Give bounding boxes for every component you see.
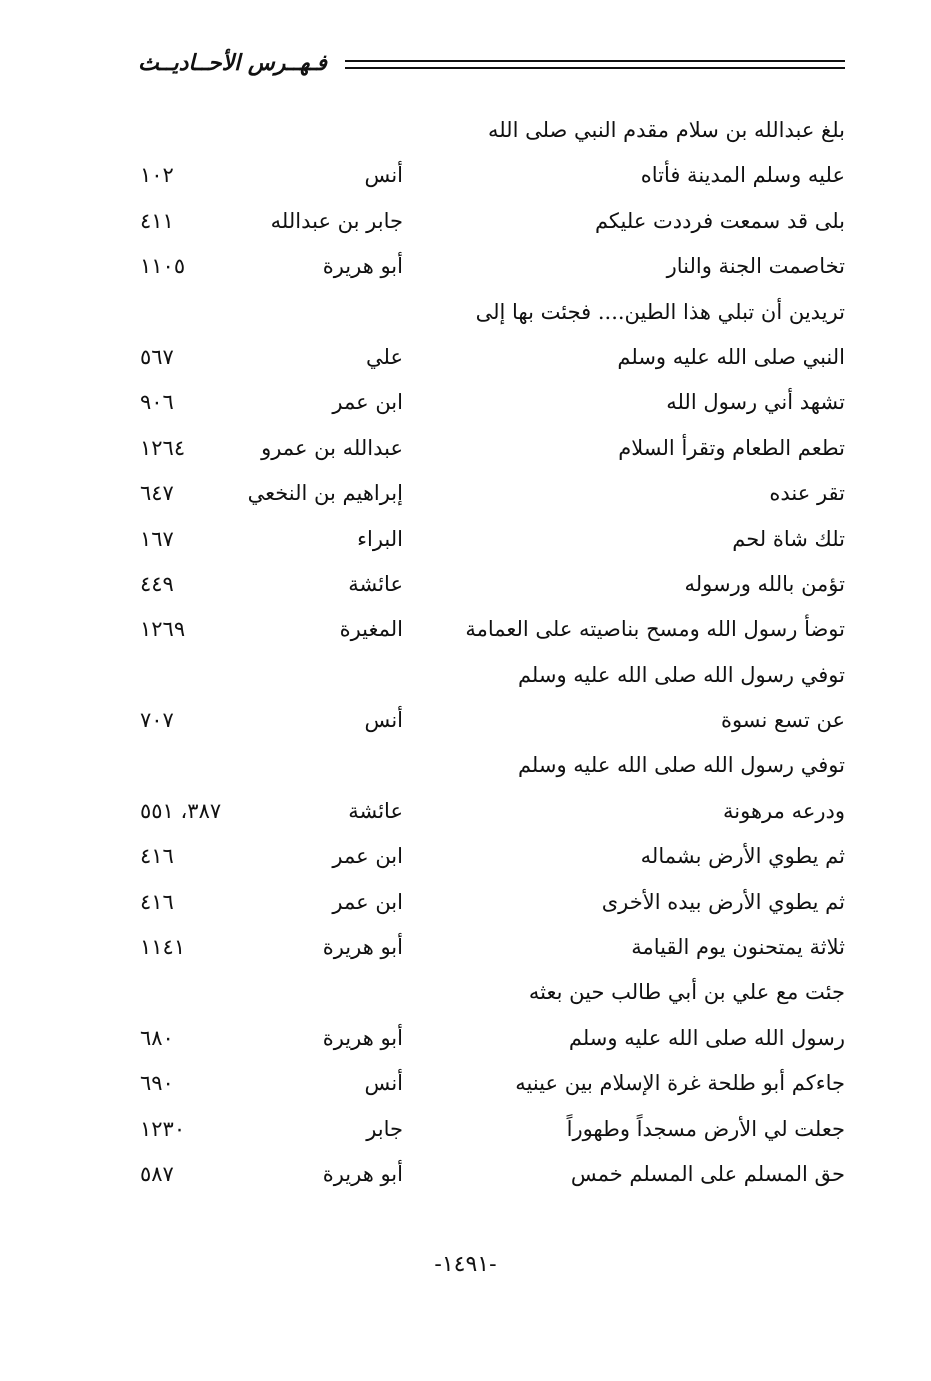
index-row bbox=[0, 1065, 931, 1110]
index-row bbox=[0, 566, 931, 611]
page-reference: ١٦٧ bbox=[140, 526, 174, 551]
header-title: فـهــرس الأحــاديــث bbox=[138, 50, 327, 76]
hadith-text: بلغ عبدالله بن سلام مقدم النبي صلى الله bbox=[487, 118, 845, 142]
header-rule bbox=[345, 67, 845, 69]
index-row bbox=[0, 611, 931, 656]
narrator: إبراهيم بن النخعي bbox=[247, 481, 403, 506]
hadith-text: تؤمن بالله ورسوله bbox=[684, 571, 845, 596]
hadith-text: ثم يطوي الأرض بيده الأخرى bbox=[601, 889, 845, 914]
index-row bbox=[0, 203, 931, 248]
hadith-text: ثم يطوي الأرض بشماله bbox=[640, 844, 845, 869]
index-row bbox=[0, 702, 931, 747]
narrator: عائشة bbox=[348, 798, 403, 823]
narrator: المغيرة bbox=[339, 617, 403, 642]
hadith-text: تخاصمت الجنة والنار bbox=[666, 254, 845, 279]
hadith-text: تريدين أن تبلي هذا الطين.... فجئت بها إلى bbox=[475, 299, 845, 324]
index-row bbox=[0, 384, 931, 429]
hadith-text: النبي صلى الله عليه وسلم bbox=[617, 344, 845, 369]
index-row bbox=[0, 838, 931, 883]
hadith-text: تطعم الطعام وتقرأ السلام bbox=[618, 435, 845, 460]
narrator: البراء bbox=[357, 526, 403, 551]
header-rule bbox=[345, 60, 845, 62]
narrator: أبو هريرة bbox=[322, 254, 403, 279]
narrator: جابر بن عبدالله bbox=[270, 208, 403, 233]
index-row bbox=[0, 294, 931, 339]
page-reference: ١١٤١ bbox=[140, 935, 186, 960]
page-reference: ٥٦٧ bbox=[140, 344, 174, 369]
narrator: ابن عمر bbox=[332, 390, 403, 415]
running-header bbox=[130, 50, 845, 80]
hadith-text: حق المسلم على المسلم خمس bbox=[570, 1161, 845, 1186]
page-reference: ١١٠٥ bbox=[140, 254, 186, 279]
page-reference: ٤٤٩ bbox=[140, 571, 174, 596]
hadith-index-list bbox=[0, 112, 931, 1201]
page-reference: ١٠٢ bbox=[140, 163, 174, 188]
index-row bbox=[0, 430, 931, 475]
page-number: -١٤٩١- bbox=[434, 1252, 497, 1277]
index-row bbox=[0, 248, 931, 293]
narrator: علي bbox=[366, 344, 403, 369]
index-row bbox=[0, 793, 931, 838]
hadith-text: توفي رسول الله صلى الله عليه وسلم bbox=[517, 662, 845, 687]
index-row bbox=[0, 929, 931, 974]
hadith-text: عليه وسلم المدينة فأتاه bbox=[640, 163, 845, 188]
index-row bbox=[0, 974, 931, 1019]
index-row bbox=[0, 1020, 931, 1065]
hadith-text: تقر عنده bbox=[769, 481, 845, 506]
page-reference: ٩٠٦ bbox=[140, 390, 174, 415]
narrator: أبو هريرة bbox=[322, 1161, 403, 1186]
hadith-text: جئت مع علي بن أبي طالب حين بعثه bbox=[528, 980, 845, 1005]
narrator: جابر bbox=[366, 1116, 403, 1141]
hadith-text: رسول الله صلى الله عليه وسلم bbox=[568, 1025, 845, 1050]
narrator: ابن عمر bbox=[332, 889, 403, 914]
hadith-text: تشهد أني رسول الله bbox=[666, 390, 845, 415]
narrator: أبو هريرة bbox=[322, 935, 403, 960]
page-reference: ٣٨٧، ٥٥١ bbox=[140, 798, 222, 823]
page-reference: ٦٨٠ bbox=[140, 1025, 174, 1050]
hadith-text: جعلت لي الأرض مسجداً وطهوراً bbox=[566, 1116, 845, 1141]
narrator: أنس bbox=[364, 163, 403, 188]
index-row bbox=[0, 657, 931, 702]
hadith-text: عن تسع نسوة bbox=[720, 708, 845, 733]
hadith-text: جاءكم أبو طلحة غرة الإسلام بين عينيه bbox=[515, 1071, 845, 1096]
page-reference: ٥٨٧ bbox=[140, 1161, 174, 1186]
narrator: أنس bbox=[364, 1071, 403, 1096]
narrator: عائشة bbox=[348, 571, 403, 596]
narrator: أبو هريرة bbox=[322, 1025, 403, 1050]
index-row bbox=[0, 339, 931, 384]
hadith-text: تلك شاة لحم bbox=[732, 526, 845, 551]
hadith-text: ودرعه مرهونة bbox=[723, 798, 845, 823]
page-reference: ٤١١ bbox=[140, 208, 174, 233]
hadith-text: ثلاثة يمتحنون يوم القيامة bbox=[631, 935, 845, 960]
page-reference: ١٢٦٤ bbox=[140, 435, 186, 460]
page-reference: ٦٤٧ bbox=[140, 481, 174, 506]
index-row bbox=[0, 884, 931, 929]
index-row bbox=[0, 475, 931, 520]
index-row bbox=[0, 1111, 931, 1156]
index-row bbox=[0, 157, 931, 202]
page-reference: ١٢٣٠ bbox=[140, 1116, 186, 1141]
page-reference: ١٢٦٩ bbox=[140, 617, 186, 642]
index-row bbox=[0, 747, 931, 792]
narrator: ابن عمر bbox=[332, 844, 403, 869]
page-reference: ٤١٦ bbox=[140, 889, 174, 914]
hadith-text: توفي رسول الله صلى الله عليه وسلم bbox=[517, 753, 845, 778]
index-row bbox=[0, 1156, 931, 1201]
hadith-text: توضأ رسول الله ومسح بناصيته على العمامة bbox=[465, 617, 845, 642]
hadith-text: بلى قد سمعت فرددت عليكم bbox=[594, 208, 845, 233]
index-row bbox=[0, 112, 931, 157]
narrator: أنس bbox=[364, 708, 403, 733]
page-reference: ٤١٦ bbox=[140, 844, 174, 869]
narrator: عبدالله بن عمرو bbox=[261, 435, 403, 460]
page-reference: ٧٠٧ bbox=[140, 708, 174, 733]
index-row bbox=[0, 521, 931, 566]
page-reference: ٦٩٠ bbox=[140, 1071, 174, 1096]
